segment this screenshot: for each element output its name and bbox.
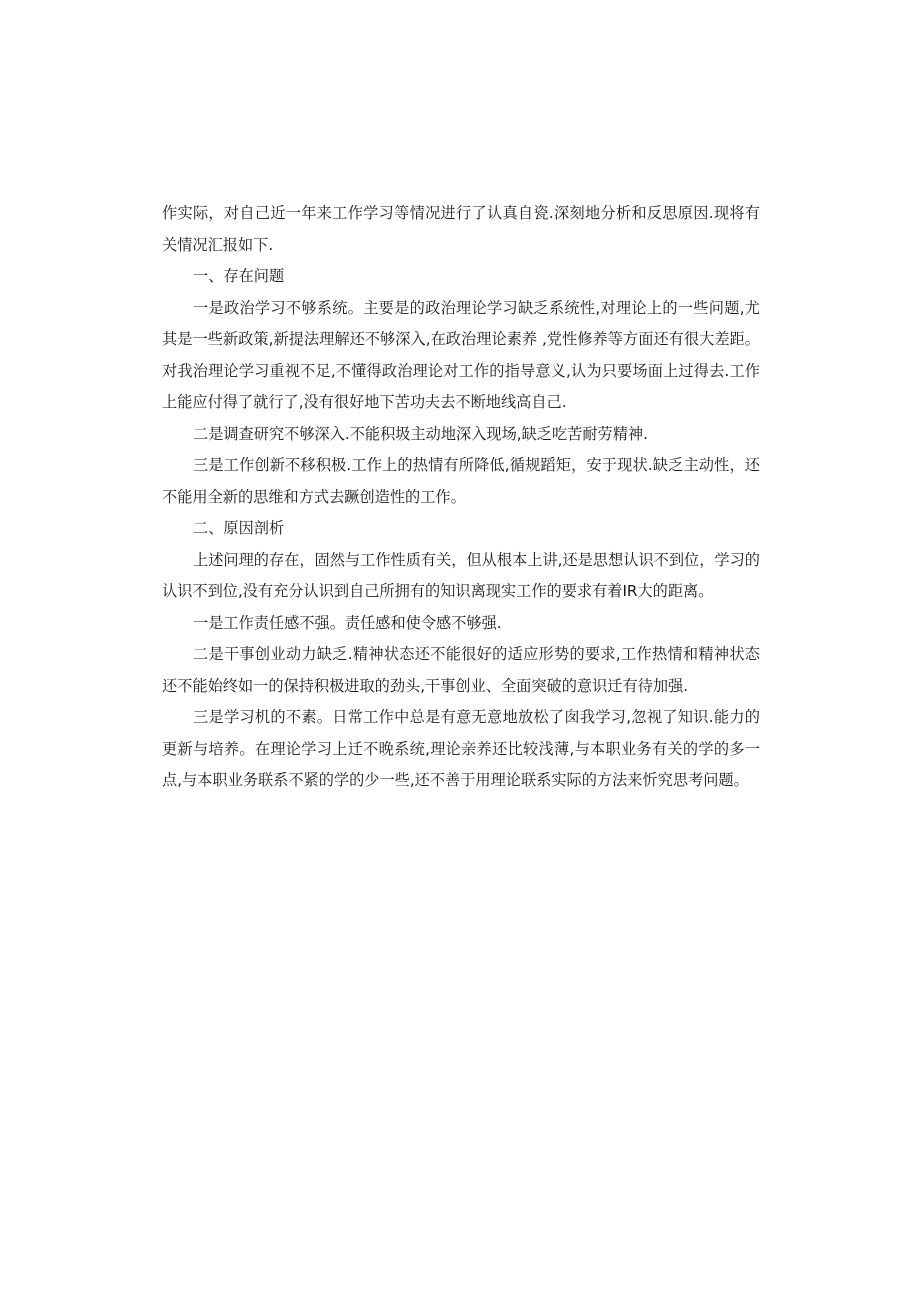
paragraph-political-study: 一是政治学习不够系统。主要是的政治理论学习缺乏系统性,对理论上的一些问题,尤其是一些新政策,新提法理解还不够深入,在政治理论素养 ,党性修养等方面还有很大差距。对我治理论学习重视不足,不懂得政治理论对工作的指导意义,认为只要场面上过得去.工作上能应付得了就行了,没有很好地下苦功夫去不断地线高自己.: [162, 298, 760, 411]
paragraph-responsibility: 一是工作责任感不强。责任感和使令感不够强.: [193, 613, 502, 632]
paragraph-innovation: 三是工作创新不移积极.工作上的热情有所降低,循规蹈矩，安于现状.缺乏主动性，还不能用全新的思维和方式去蹶创造性的工作。: [162, 456, 760, 506]
section-heading-problems: 一、存在问题: [193, 267, 285, 285]
paragraph-research: 二是调查研究不够深入.不能积圾主动地深入现场,缺乏吃苦耐劳精神.: [193, 424, 648, 443]
paragraph-causes-overview: 上述问理的存在，固然与工作性质有关，但从根本上讲,还是思想认识不到位，学习的认识不到位,没有充分认识到自己所拥有的知识离现实工作的要求有着IR大的距离。: [162, 550, 760, 600]
intro-paragraph: 作实际，对自己近一年来工作学习等情况进行了认真自瓷.深刻地分析和反思原因.现将有关情况汇报如下.: [162, 204, 760, 254]
section-heading-causes: 二、原因剖析: [193, 519, 285, 537]
paragraph-motivation: 二是干事创业动力缺乏.精神状态还不能很好的适应形势的要求,工作热情和精神状态还不能始终如一的保持积极进取的劲头,干事创业、全面突破的意识迁有待加强.: [162, 645, 760, 695]
document-body: [162, 198, 760, 797]
paragraph-learning: 三是学习机的不素。日常工作中总是有意无意地放松了囱我学习,忽视了知识.能力的更新与培养。在理论学习上迁不晚系统,理论亲养还比较浅薄,与本职业务有关的学的多一点,与本职业务联系不紧的学的少一些,还不善于用理论联系实际的方法来忻究思考问题。: [162, 708, 760, 789]
